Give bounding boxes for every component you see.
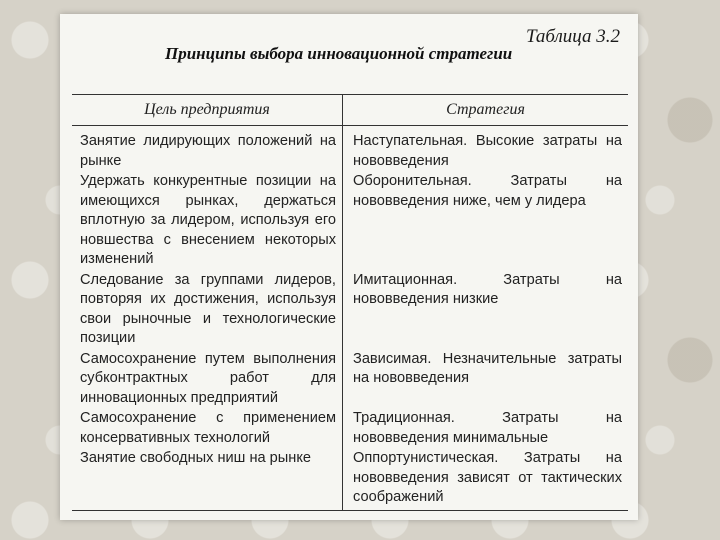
table-number: Таблица 3.2 [526,26,620,47]
goal-cell: Занятие лидирующих положений на рынке [72,126,343,172]
strategy-cell: Наступательная. Высокие затраты на нововведения [353,133,622,169]
table-row [72,448,628,510]
table-row [72,171,628,270]
table-row [72,349,628,409]
document-page [60,14,638,520]
column-header-goal: Цель предприятия [72,95,343,126]
strategy-cell: Традиционная. Затраты на нововведения минимальные [353,410,622,446]
strategy-table [72,94,628,511]
strategy-cell: Имитационная. Затраты на нововведения низкие [353,271,622,307]
strategy-cell: Оборонительная. Затраты на нововведения ниже, чем у лидера [353,173,622,209]
strategy-cell: Зависимая. Незначительные затраты на нововведения [353,350,622,386]
table-row [72,270,628,349]
goal-cell: Занятие свободных ниш на рынке [72,448,343,510]
goal-cell: Удержать конкурентные позиции на имеющихся рынках, держаться вплотную за лидером, используя его новшества с внесением некоторых изменений [72,171,343,270]
goal-cell: Самосохранение с применением консервативных технологий [72,408,343,448]
goal-cell: Следование за группами лидеров, повторяя их достижения, используя свои рыночные и технологические позиции [72,270,343,349]
table-row [72,126,628,172]
table-title: Принципы выбора инновационной стратегии [165,44,513,63]
goal-cell: Самосохранение путем выполнения субконтрактных работ для инновационных предприятий [72,349,343,409]
table-row [72,408,628,448]
strategy-cell: Оппортунистическая. Затраты на нововведения зависят от тактических соображений [343,448,629,510]
column-header-strategy: Стратегия [343,95,629,126]
table-header-row [72,95,628,126]
